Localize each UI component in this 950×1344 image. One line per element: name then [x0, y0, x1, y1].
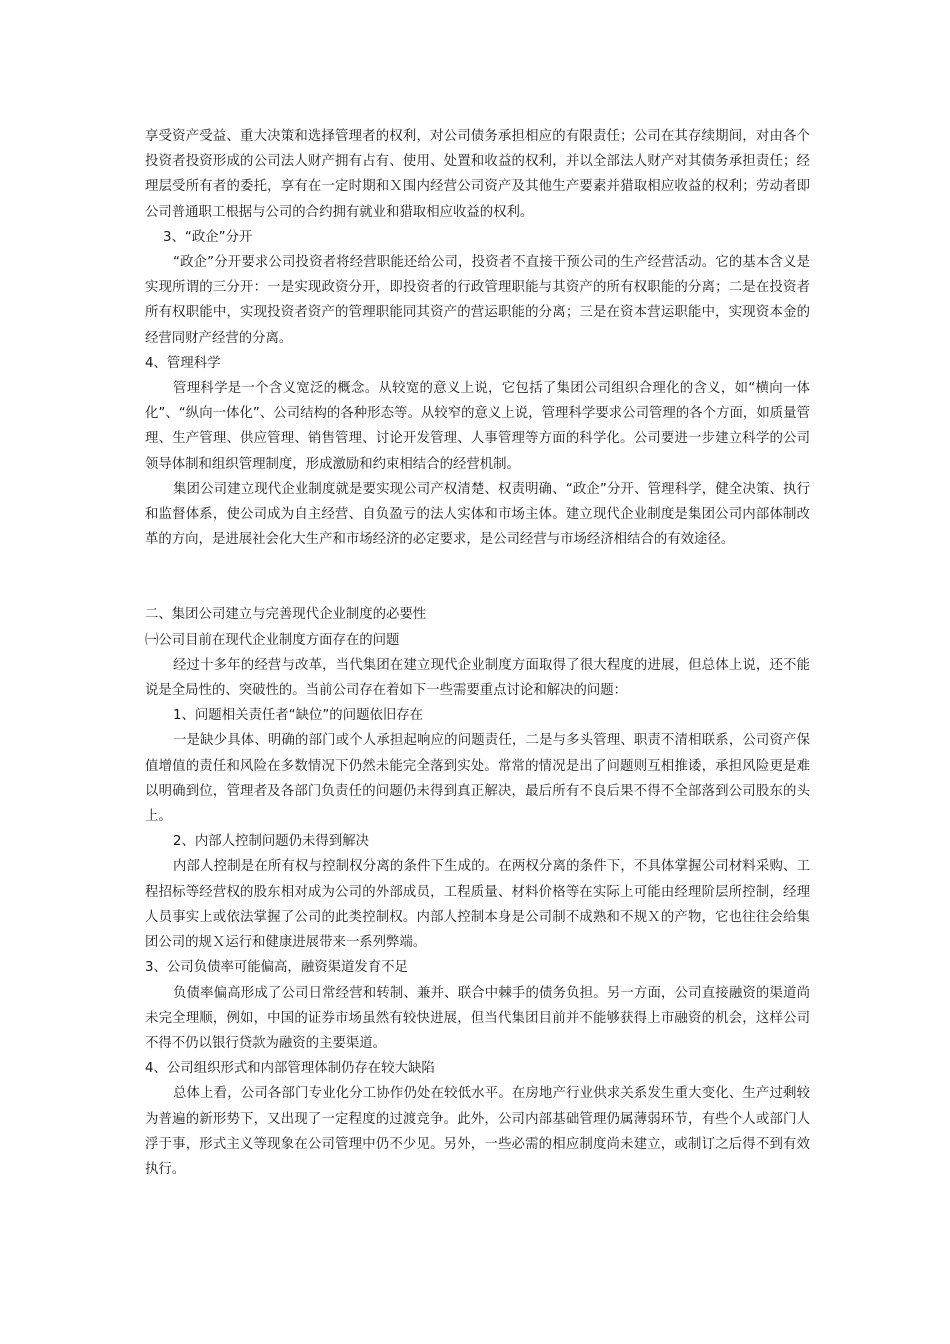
item-2-title: 2、内部人控制问题仍未得到解决 — [173, 834, 369, 850]
paragraph-modern-enterprise: 集团公司建立现代企业制度就是要实现公司产权清楚、权责明确、“政企”分开、管理科学，健全决策、执行和监督体系，使公司成为自主经营、自负盈亏的法人实体和市场主体。建立现代企业制度是集团公司内部体制改革的方向，是进展社会化大生产和市场经济的必定要求，是公司经营与市场经济相结合的有效途径。 — [145, 481, 810, 548]
paragraph-management-science: 管理科学是一个含义宽泛的概念。从较宽的意义上说，它包括了集团公司组织合理化的含义，如“横向一体化”、“纵向一体化”、公司结构的各种形态等。从较窄的意义上说，管理科学要求公司管理的各个方面，如质量管理、生产管理、供应管理、销售管理、讨论开发管理、人事管理等方面的科学化。公司要进一步建立科学的公司领导体制和组织管理制度，形成激励和约束相结合的经营机制。 — [145, 381, 810, 472]
item-4-body: 总体上看，公司各部门专业化分工协作仍处在较低水平。在房地产行业供求关系发生重大变化、生产过剩较为普遍的新形势下，又出现了一定程度的过渡竞争。此外，公司内部基础管理仍属薄弱环节，有些个人或部门人浮于事，形式主义等现象在公司管理中仍不少见。另外，一些必需的相应制度尚未建立，或制订之后得不到有效执行。 — [145, 1086, 810, 1177]
subsection-title: ㈠公司目前在现代企业制度方面存在的问题 — [145, 632, 400, 648]
section-title: 二、集团公司建立与完善现代企业制度的必要性 — [145, 607, 427, 623]
item-3-title: 3、公司负债率可能偏高，融资渠道发育不足 — [145, 960, 408, 976]
item-4-title: 4、公司组织形式和内部管理体制仍存在较大缺陷 — [145, 1061, 435, 1077]
item-2-body: 内部人控制是在所有权与控制权分离的条件下生成的。在两权分离的条件下，不具体掌握公司材料采购、工程招标等经营权的股东相对成为公司的外部成员，工程质量、材料价格等在实际上可能由经理阶层所控制，经理人员事实上或依法掌握了公司的此类控制权。内部人控制本身是公司制不成熟和不规Ｘ的产物，它也往往会给集团公司的规Ｘ运行和健康进展带来一系列弊端。 — [145, 859, 810, 951]
section-spacer — [145, 552, 810, 602]
paragraph-intro: 经过十多年的经营与改革，当代集团在建立现代企业制度方面取得了很大程度的进展，但总体上说，还不能说是全局性的、突破性的。当前公司存在着如下一些需要重点讨论和解决的问题： — [145, 657, 810, 699]
item-3-body: 负债率偏高形成了公司日常经营和转制、兼并、联合中棘手的债务负担。另一方面，公司直接融资的渠道尚未完全理顺，例如，中国的证券市场虽然有较快进展，但当代集团目前并不能够获得上市融资的机会，这样公司不得不仍以银行贷款为融资的主要渠道。 — [145, 985, 810, 1051]
document-body — [145, 124, 810, 1182]
paragraph-separation: “政企”分开要求公司投资者将经营职能还给公司，投资者不直接干预公司的生产经营活动。它的基本含义是实现所谓的三分开：一是实现政资分开，即投资者的行政管理职能与其资产的所有权职能的分离；二是在投资者所有权职能中，实现投资者资产的管理职能同其资产的营运职能的分离；三是在资本营运职能中，实现资本金的经营同财产经营的分离。 — [145, 255, 810, 346]
item-1-body: 一是缺少具体、明确的部门或个人承担起响应的问题责任，二是与多头管理、职责不清相联系，公司资产保值增值的责任和风险在多数情况下仍然未能完全落到实处。常常的情况是出了问题则互相推诿，承担风险更是难以明确到位，管理者及各部门负责任的问题仍未得到真正解决，最后所有不良后果不得不全部落到公司股东的头上。 — [145, 733, 810, 825]
heading-separation: 3、“政企”分开 — [163, 229, 253, 245]
paragraph-rights: 享受资产受益、重大决策和选择管理者的权利，对公司债务承担相应的有限责任；公司在其存续期间，对由各个投资者投资形成的公司法人财产拥有占有、使用、处置和收益的权利，并以全部法人财产对其债务承担责任；经理层受所有者的委托，享有在一定时期和Ｘ围内经营公司资产及其他生产要素并猎取相应收益的权利；劳动者即公司普通职工根据与公司的合约拥有就业和猎取相应收益的权利。 — [145, 129, 810, 220]
heading-management-science: 4、管理科学 — [145, 355, 221, 371]
item-1-title: 1、问题相关责任者“缺位”的问题依旧存在 — [173, 708, 424, 724]
